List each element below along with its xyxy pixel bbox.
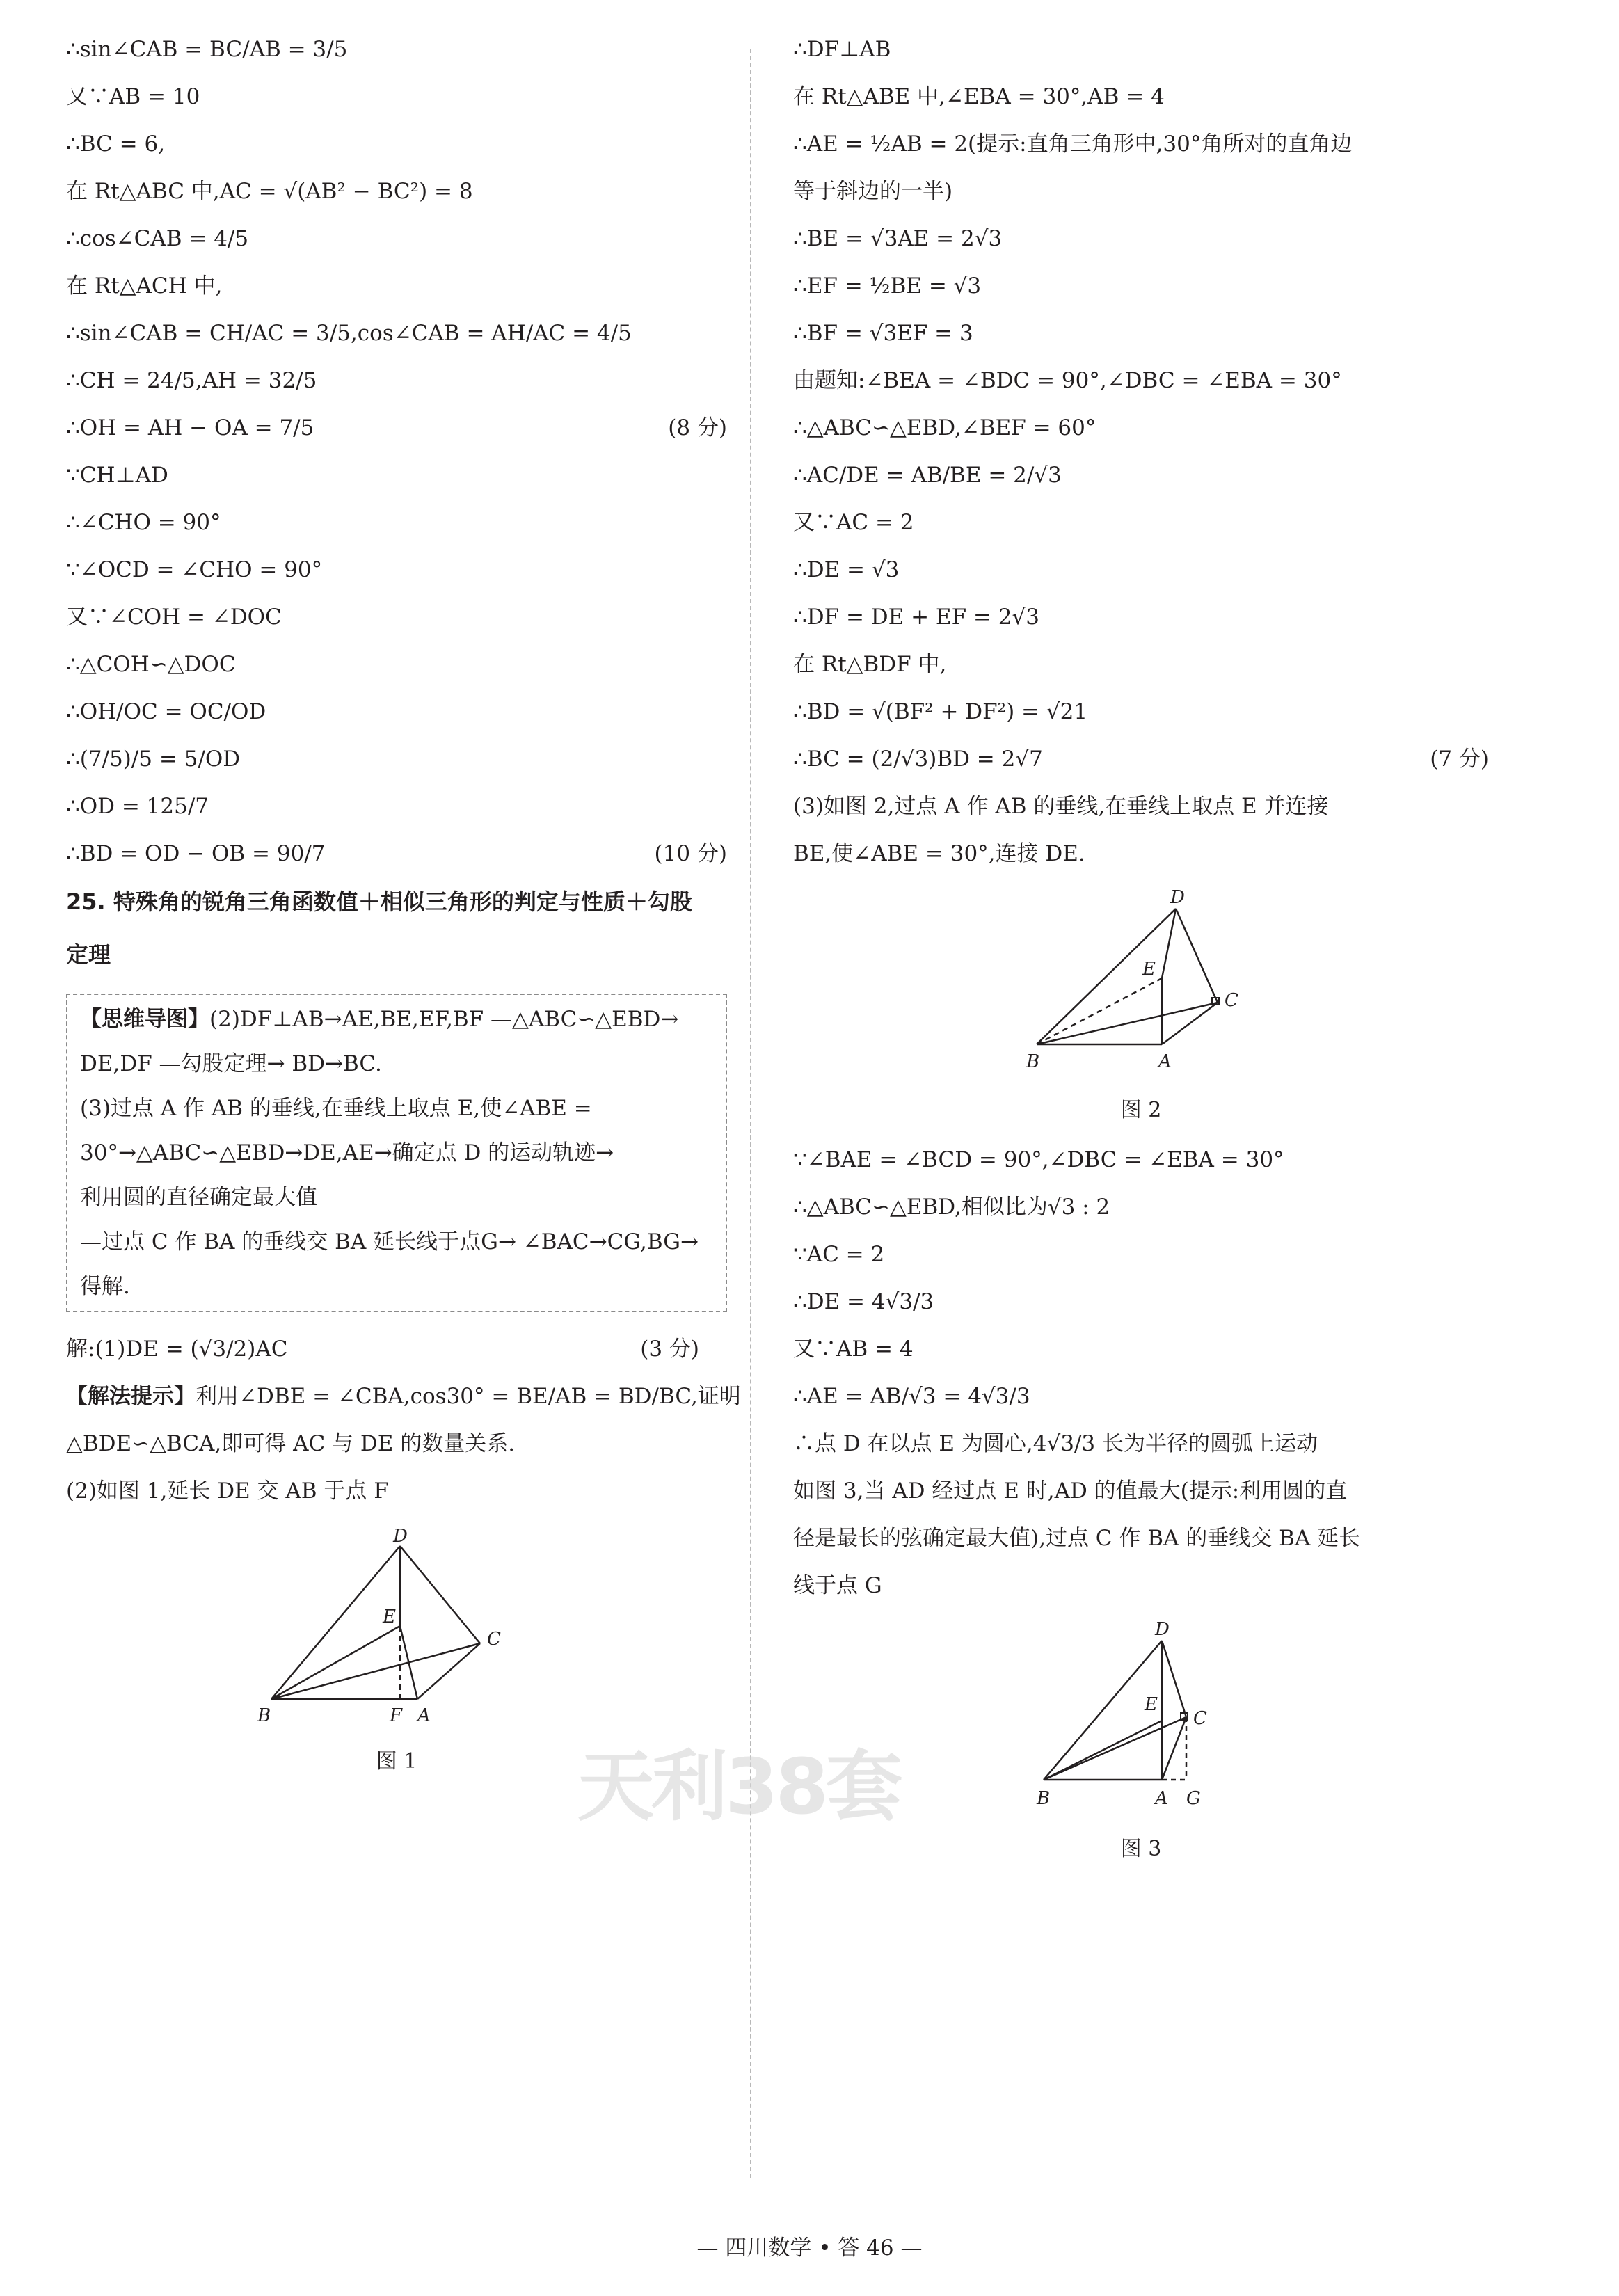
text-line: ∴sin∠CAB = CH/AC = 3/5,cos∠CAB = AH/AC = 4/5 bbox=[66, 321, 632, 346]
text-line: ∴(7/5)/5 = 5/OD bbox=[66, 747, 241, 772]
right-column bbox=[793, 36, 1489, 1886]
text-line-with-score bbox=[66, 415, 727, 441]
text-line: ∴EF = ½BE = √3 bbox=[793, 273, 982, 298]
hint-text: 利用∠DBE = ∠CBA,cos30° = BE/AB = BD/BC,证明 bbox=[196, 1384, 741, 1409]
text-line: ∵AC = 2 bbox=[793, 1242, 885, 1267]
text-line: ∴∠CHO = 90° bbox=[66, 510, 221, 535]
text-line: 又∵AB = 4 bbox=[793, 1337, 914, 1362]
text-line: ∴AE = AB/√3 = 4√3/3 bbox=[793, 1384, 1030, 1409]
text-line-with-score bbox=[793, 746, 1489, 772]
text-line: 在 Rt△ABE 中,∠EBA = 30°,AB = 4 bbox=[793, 84, 1165, 109]
text-line: ∴BC = 6, bbox=[66, 131, 166, 157]
text-line: ∴sin∠CAB = BC/AB = 3/5 bbox=[66, 37, 348, 62]
fig2-label-e: E bbox=[1142, 959, 1156, 980]
text-line: ∴DE = 4√3/3 bbox=[793, 1289, 934, 1314]
figure-2-caption: 图 2 bbox=[1120, 1098, 1162, 1122]
fig3-label-d: D bbox=[1155, 1620, 1170, 1640]
fig3-label-e: E bbox=[1145, 1694, 1158, 1715]
text-line-with-score bbox=[66, 840, 727, 867]
page-footer: — 四川数学 • 答 46 — bbox=[696, 2235, 923, 2261]
text-line: ∵∠BAE = ∠BCD = 90°,∠DBC = ∠EBA = 30° bbox=[793, 1147, 1284, 1172]
fig1-label-d: D bbox=[393, 1526, 408, 1547]
left-column bbox=[66, 36, 741, 1798]
solution-line bbox=[66, 1336, 727, 1362]
hint-tag: 【解法提示】 bbox=[66, 1384, 196, 1409]
fig1-label-e: E bbox=[383, 1607, 396, 1627]
text-line: (2)如图 1,延长 DE 交 AB 于点 F bbox=[66, 1478, 389, 1504]
text-line: 又∵AC = 2 bbox=[793, 510, 914, 535]
score-label: (10 分) bbox=[654, 841, 727, 866]
solution-text: 解:(1)DE = (√3/2)AC bbox=[66, 1337, 288, 1362]
mind-map-line: 得解. bbox=[80, 1274, 130, 1299]
mind-map-box bbox=[66, 994, 727, 1312]
text-line: ∴OH = AH − OA = 7/5 bbox=[66, 415, 314, 440]
text-line: ∴BD = OD − OB = 90/7 bbox=[66, 841, 326, 866]
question-25-heading: 25. 特殊角的锐角三角函数值＋相似三角形的判定与性质＋勾股 bbox=[66, 888, 692, 915]
mind-map-line: 30°→△ABC∽△EBD→DE,AE→确定点 D 的运动轨迹→ bbox=[80, 1140, 614, 1165]
fig1-label-c: C bbox=[487, 1629, 501, 1650]
score-label: (3 分) bbox=[640, 1337, 699, 1362]
figure-1-caption: 图 1 bbox=[376, 1749, 417, 1773]
mind-map-line bbox=[80, 1006, 713, 1033]
text-line: 在 Rt△ABC 中,AC = √(AB² − BC²) = 8 bbox=[66, 179, 473, 204]
figure-3-caption: 图 3 bbox=[1120, 1837, 1162, 1861]
text-line: ∴△COH∽△DOC bbox=[66, 652, 236, 677]
mind-map-line: (3)过点 A 作 AB 的垂线,在垂线上取点 E,使∠ABE = bbox=[80, 1096, 592, 1121]
figure-2 bbox=[793, 888, 1489, 1123]
score-label: (7 分) bbox=[1430, 747, 1489, 772]
mind-map-tag: 【思维导图】 bbox=[80, 1007, 209, 1032]
text-line: ∴AE = ½AB = 2(提示:直角三角形中,30°角所对的直角边 bbox=[793, 131, 1353, 157]
fig1-label-f: F bbox=[390, 1705, 403, 1726]
text-line: ∴BD = √(BF² + DF²) = √21 bbox=[793, 699, 1088, 724]
text-line: ∴OD = 125/7 bbox=[66, 794, 209, 819]
text-line: ∵CH⊥AD bbox=[66, 463, 168, 488]
fig3-label-a: A bbox=[1155, 1788, 1168, 1809]
fig3-label-b: B bbox=[1037, 1788, 1051, 1809]
text-line: 如图 3,当 AD 经过点 E 时,AD 的值最大(提示:利用圆的直 bbox=[793, 1478, 1348, 1504]
text-line: ∴△ABC∽△EBD,∠BEF = 60° bbox=[793, 415, 1096, 440]
text-line: ∴OH/OC = OC/OD bbox=[66, 699, 266, 724]
text-line: ∴CH = 24/5,AH = 32/5 bbox=[66, 368, 317, 393]
fig2-label-b: B bbox=[1026, 1051, 1040, 1072]
hint-line: △BDE∽△BCA,即可得 AC 与 DE 的数量关系. bbox=[66, 1431, 516, 1456]
text-line: 又∵AB = 10 bbox=[66, 84, 200, 109]
text-line: ∴BF = √3EF = 3 bbox=[793, 321, 973, 346]
watermark-logo: 天利38套 bbox=[577, 1742, 900, 1831]
text-line: ∴BE = √3AE = 2√3 bbox=[793, 226, 1003, 251]
fig2-label-d: D bbox=[1170, 888, 1185, 908]
text-line: 等于斜边的一半) bbox=[793, 179, 953, 204]
fig3-label-g: G bbox=[1186, 1788, 1201, 1809]
figure-3-diagram bbox=[1030, 1620, 1252, 1815]
text-line: BE,使∠ABE = 30°,连接 DE. bbox=[793, 841, 1085, 866]
mind-map-text: (2)DF⊥AB→AE,BE,EF,BF —△ABC∽△EBD→ bbox=[209, 1007, 679, 1032]
text-line: (3)如图 2,过点 A 作 AB 的垂线,在垂线上取点 E 并连接 bbox=[793, 794, 1329, 819]
text-line: ∴DF⊥AB bbox=[793, 37, 891, 62]
fig1-label-b: B bbox=[257, 1705, 271, 1726]
fig2-label-a: A bbox=[1158, 1051, 1172, 1072]
text-line: ∴DF = DE + EF = 2√3 bbox=[793, 605, 1039, 630]
hint-line bbox=[66, 1383, 741, 1410]
mind-map-line: 利用圆的直径确定最大值 bbox=[80, 1185, 317, 1210]
text-line: ∴BC = (2/√3)BD = 2√7 bbox=[793, 747, 1043, 772]
score-label: (8 分) bbox=[668, 415, 727, 440]
text-line: ∴cos∠CAB = 4/5 bbox=[66, 226, 249, 251]
text-line: 在 Rt△BDF 中, bbox=[793, 652, 947, 677]
text-line: 径是最长的弦确定最大值),过点 C 作 BA 的垂线交 BA 延长 bbox=[793, 1526, 1361, 1551]
fig3-label-c: C bbox=[1193, 1708, 1207, 1729]
text-line: ∴AC/DE = AB/BE = 2/√3 bbox=[793, 463, 1062, 488]
text-line: 又∵∠COH = ∠DOC bbox=[66, 605, 282, 630]
text-line: 在 Rt△ACH 中, bbox=[66, 273, 223, 298]
figure-1-diagram bbox=[250, 1525, 543, 1727]
text-line: ∴△ABC∽△EBD,相似比为√3 : 2 bbox=[793, 1195, 1110, 1220]
figure-2-diagram bbox=[1016, 888, 1266, 1076]
fig1-label-a: A bbox=[417, 1705, 431, 1726]
question-25-heading-cont: 定理 bbox=[66, 941, 111, 968]
column-divider bbox=[750, 49, 751, 2178]
text-line: ∵∠OCD = ∠CHO = 90° bbox=[66, 557, 323, 582]
text-line: ∴点 D 在以点 E 为圆心,4√3/3 长为半径的圆弧上运动 bbox=[793, 1431, 1318, 1456]
fig2-label-c: C bbox=[1225, 990, 1238, 1011]
mind-map-line: DE,DF —勾股定理→ BD→BC. bbox=[80, 1051, 382, 1076]
text-line: 由题知:∠BEA = ∠BDC = 90°,∠DBC = ∠EBA = 30° bbox=[793, 368, 1342, 393]
text-line: 线于点 G bbox=[793, 1573, 882, 1598]
mind-map-line: —过点 C 作 BA 的垂线交 BA 延长线于点G→ ∠BAC→CG,BG→ bbox=[80, 1229, 699, 1254]
text-line: ∴DE = √3 bbox=[793, 557, 900, 582]
